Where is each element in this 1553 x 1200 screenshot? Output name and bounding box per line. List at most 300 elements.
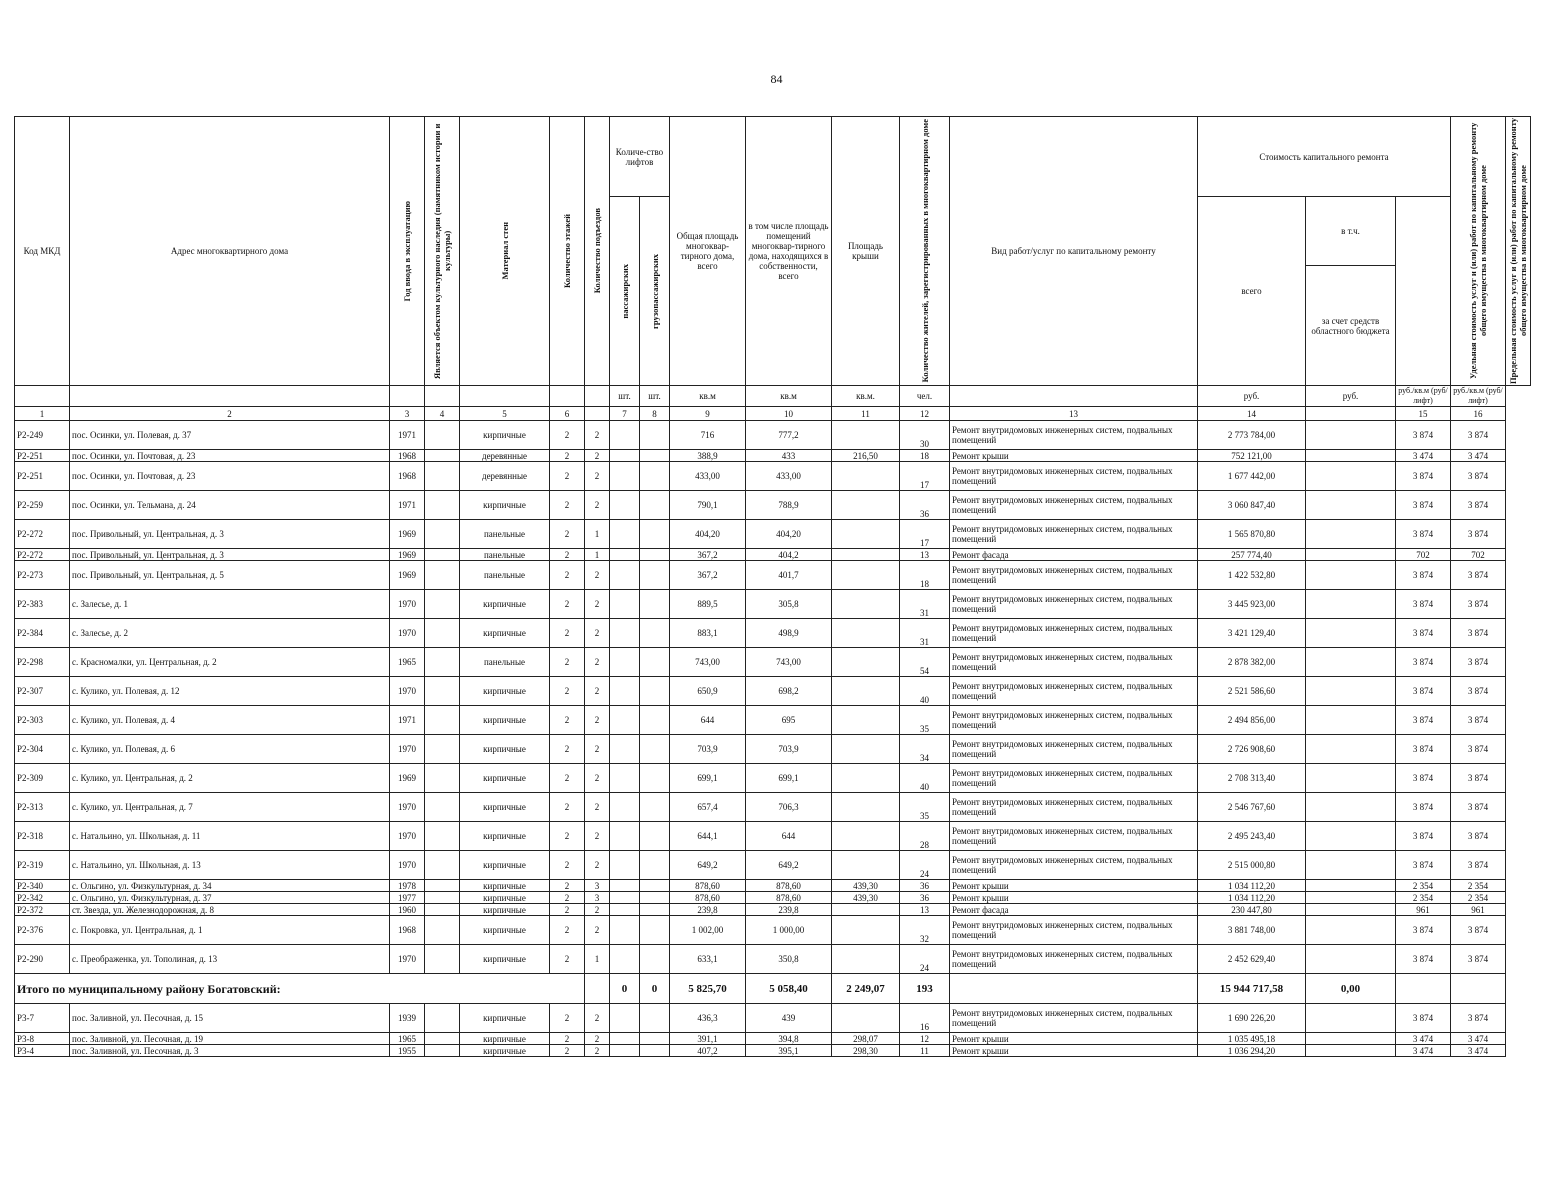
cost-total-cell: 2 878 382,00 [1198, 648, 1306, 677]
lifts-passenger-cell [610, 491, 640, 520]
heritage-cell [425, 648, 460, 677]
area-total-cell: 239,8 [670, 904, 746, 916]
cost-regional-cell [1306, 520, 1396, 549]
col-walls: Материал стен [460, 117, 550, 386]
lifts-passenger-cell [610, 945, 640, 974]
column-number: 15 [1396, 407, 1451, 421]
unit-cell: руб. [1198, 386, 1306, 407]
residents-cell: 31 [900, 590, 950, 619]
unit-cost-cell: 3 874 [1396, 648, 1451, 677]
unit-cost-cell: 3 474 [1396, 1033, 1451, 1045]
table-row [15, 793, 1531, 822]
cost-regional-cell [1306, 904, 1396, 916]
year-cell: 1960 [390, 904, 425, 916]
column-number: 11 [832, 407, 900, 421]
wall-material-cell: панельные [460, 549, 550, 561]
lifts-cargo-cell [640, 462, 670, 491]
area-total-cell: 657,4 [670, 793, 746, 822]
cost-regional-cell [1306, 945, 1396, 974]
unit-cost-cell: 3 874 [1396, 421, 1451, 450]
work-type-cell: Ремонт внутридомовых инженерных систем, подвальных помещений [950, 916, 1198, 945]
area-premises-cell: 305,8 [746, 590, 832, 619]
max-cost-cell: 3 874 [1451, 851, 1506, 880]
address-cell: пос. Привольный, ул. Центральная, д. 3 [70, 520, 390, 549]
max-cost-cell: 3 874 [1451, 590, 1506, 619]
area-total-cell: 703,9 [670, 735, 746, 764]
lifts-passenger-cell [610, 1033, 640, 1045]
address-cell: с. Красномалки, ул. Центральная, д. 2 [70, 648, 390, 677]
table-row [15, 904, 1531, 916]
entrances-cell: 2 [585, 648, 610, 677]
work-type-cell: Ремонт внутридомовых инженерных систем, подвальных помещений [950, 648, 1198, 677]
area-total-cell: 433,00 [670, 462, 746, 491]
roof-area-cell [832, 822, 900, 851]
residents-cell: 17 [900, 462, 950, 491]
work-type-cell: Ремонт внутридомовых инженерных систем, подвальных помещений [950, 561, 1198, 590]
residents-cell: 35 [900, 793, 950, 822]
table-row [15, 590, 1531, 619]
lifts-passenger-cell [610, 793, 640, 822]
address-cell: с. Ольгино, ул. Физкультурная, д. 34 [70, 880, 390, 892]
total-lifts-passenger: 0 [610, 974, 640, 1004]
lifts-cargo-cell [640, 945, 670, 974]
work-type-cell: Ремонт фасада [950, 549, 1198, 561]
max-cost-cell: 3 874 [1451, 822, 1506, 851]
col-heritage: Является объектом культурного наследия (памятником истории и культуры) [425, 117, 460, 386]
mkd-code-cell: Р2-290 [15, 945, 70, 974]
lifts-cargo-cell [640, 561, 670, 590]
lifts-cargo-cell [640, 706, 670, 735]
cost-total-cell: 2 708 313,40 [1198, 764, 1306, 793]
residents-cell: 13 [900, 904, 950, 916]
year-cell: 1969 [390, 549, 425, 561]
roof-area-cell [832, 793, 900, 822]
col-area-total: Общая площадь многоквар-тирного дома, всего [670, 117, 746, 386]
lifts-passenger-cell [610, 549, 640, 561]
floors-cell: 2 [550, 421, 585, 450]
area-premises-cell: 649,2 [746, 851, 832, 880]
year-cell: 1977 [390, 892, 425, 904]
col-unit-cost: Удельная стоимость услуг и (или) работ по капитальному ремонту общего имущества в многоквартирном доме [1451, 117, 1506, 386]
mkd-code-cell: Р2-384 [15, 619, 70, 648]
col-cost-regional: за счет средств областного бюджета [1306, 266, 1396, 386]
col-area-premises: в том числе площадь помещений многоквар-тирного дома, находящихся в собственности, всего [746, 117, 832, 386]
mkd-code-cell: Р2-298 [15, 648, 70, 677]
column-number: 12 [900, 407, 950, 421]
mkd-code-cell: Р2-340 [15, 880, 70, 892]
area-total-cell: 878,60 [670, 880, 746, 892]
residents-cell: 30 [900, 421, 950, 450]
cost-regional-cell [1306, 1045, 1396, 1057]
unit-cell: чел. [900, 386, 950, 407]
units-row [15, 386, 1531, 407]
unit-cost-cell: 3 874 [1396, 520, 1451, 549]
unit-cell: руб. [1306, 386, 1396, 407]
table-row [15, 880, 1531, 892]
roof-area-cell [832, 619, 900, 648]
column-number: 3 [390, 407, 425, 421]
area-premises-cell: 1 000,00 [746, 916, 832, 945]
address-cell: пос. Осинки, ул. Полевая, д. 37 [70, 421, 390, 450]
unit-cost-cell: 3 874 [1396, 793, 1451, 822]
max-cost-cell: 3 874 [1451, 916, 1506, 945]
table-row [15, 491, 1531, 520]
wall-material-cell: кирпичные [460, 491, 550, 520]
entrances-cell: 2 [585, 822, 610, 851]
area-premises-cell: 706,3 [746, 793, 832, 822]
year-cell: 1970 [390, 677, 425, 706]
heritage-cell [425, 450, 460, 462]
roof-area-cell [832, 590, 900, 619]
area-total-cell: 633,1 [670, 945, 746, 974]
wall-material-cell: панельные [460, 648, 550, 677]
cost-total-cell: 2 773 784,00 [1198, 421, 1306, 450]
year-cell: 1969 [390, 520, 425, 549]
lifts-cargo-cell [640, 851, 670, 880]
heritage-cell [425, 764, 460, 793]
area-premises-cell: 404,20 [746, 520, 832, 549]
lifts-cargo-cell [640, 1045, 670, 1057]
work-type-cell: Ремонт внутридомовых инженерных систем, подвальных помещений [950, 764, 1198, 793]
lifts-cargo-cell [640, 880, 670, 892]
heritage-cell [425, 880, 460, 892]
wall-material-cell: кирпичные [460, 822, 550, 851]
unit-cost-cell: 2 354 [1396, 892, 1451, 904]
col-year: Год ввода в эксплуатацию [390, 117, 425, 386]
unit-cost-cell: 3 474 [1396, 1045, 1451, 1057]
cost-total-cell: 1 035 495,18 [1198, 1033, 1306, 1045]
area-premises-cell: 404,2 [746, 549, 832, 561]
col-max-cost: Предельная стоимость услуг и (или) работ по капитальному ремонту общего имущества в многоквартирном доме [1506, 117, 1531, 386]
wall-material-cell: кирпичные [460, 916, 550, 945]
residents-cell: 18 [900, 561, 950, 590]
heritage-cell [425, 561, 460, 590]
heritage-cell [425, 1045, 460, 1057]
cost-regional-cell [1306, 590, 1396, 619]
heritage-cell [425, 590, 460, 619]
mkd-code-cell: Р3-4 [15, 1045, 70, 1057]
residents-cell: 13 [900, 549, 950, 561]
roof-area-cell [832, 520, 900, 549]
lifts-passenger-cell [610, 735, 640, 764]
year-cell: 1971 [390, 421, 425, 450]
cost-total-cell: 257 774,40 [1198, 549, 1306, 561]
entrances-cell: 2 [585, 793, 610, 822]
heritage-cell [425, 851, 460, 880]
area-premises-cell: 395,1 [746, 1045, 832, 1057]
heritage-cell [425, 677, 460, 706]
area-premises-cell: 433 [746, 450, 832, 462]
residents-cell: 17 [900, 520, 950, 549]
table-header [15, 117, 1531, 421]
cost-regional-cell [1306, 822, 1396, 851]
floors-cell: 2 [550, 462, 585, 491]
year-cell: 1970 [390, 851, 425, 880]
residents-cell: 36 [900, 491, 950, 520]
cost-total-cell: 1 677 442,00 [1198, 462, 1306, 491]
col-cost-total: всего [1198, 197, 1306, 386]
max-cost-cell: 3 874 [1451, 1004, 1506, 1033]
roof-area-cell [832, 648, 900, 677]
entrances-cell: 2 [585, 677, 610, 706]
work-type-cell: Ремонт внутридомовых инженерных систем, подвальных помещений [950, 851, 1198, 880]
unit-cost-cell: 3 874 [1396, 1004, 1451, 1033]
wall-material-cell: кирпичные [460, 1033, 550, 1045]
wall-material-cell: кирпичные [460, 619, 550, 648]
max-cost-cell: 3 874 [1451, 462, 1506, 491]
heritage-cell [425, 793, 460, 822]
cost-regional-cell [1306, 706, 1396, 735]
work-type-cell: Ремонт внутридомовых инженерных систем, подвальных помещений [950, 619, 1198, 648]
column-number: 10 [746, 407, 832, 421]
cost-total-cell: 752 121,00 [1198, 450, 1306, 462]
max-cost-cell: 3 874 [1451, 619, 1506, 648]
cost-total-cell: 2 515 000,80 [1198, 851, 1306, 880]
area-premises-cell: 239,8 [746, 904, 832, 916]
lifts-cargo-cell [640, 520, 670, 549]
heritage-cell [425, 1004, 460, 1033]
lifts-cargo-cell [640, 1004, 670, 1033]
cost-total-cell: 1 422 532,80 [1198, 561, 1306, 590]
table-row [15, 892, 1531, 904]
floors-cell: 2 [550, 764, 585, 793]
roof-area-cell: 439,30 [832, 892, 900, 904]
entrances-cell: 2 [585, 1033, 610, 1045]
table-row [15, 1045, 1531, 1057]
area-premises-cell: 788,9 [746, 491, 832, 520]
lifts-cargo-cell [640, 491, 670, 520]
cost-regional-cell [1306, 450, 1396, 462]
col-roof-area: Площадь крыши [832, 117, 900, 386]
work-type-cell: Ремонт внутридомовых инженерных систем, подвальных помещений [950, 945, 1198, 974]
heritage-cell [425, 916, 460, 945]
floors-cell: 2 [550, 892, 585, 904]
floors-cell: 2 [550, 1045, 585, 1057]
cost-regional-cell [1306, 677, 1396, 706]
lifts-passenger-cell [610, 851, 640, 880]
work-type-cell: Ремонт крыши [950, 880, 1198, 892]
address-cell: пос. Осинки, ул. Тельмана, д. 24 [70, 491, 390, 520]
year-cell: 1968 [390, 916, 425, 945]
cost-total-cell: 1 036 294,20 [1198, 1045, 1306, 1057]
residents-cell: 34 [900, 735, 950, 764]
lifts-passenger-cell [610, 880, 640, 892]
table-row [15, 450, 1531, 462]
lifts-passenger-cell [610, 916, 640, 945]
unit-cost-cell: 3 474 [1396, 450, 1451, 462]
cost-regional-cell [1306, 462, 1396, 491]
residents-cell: 12 [900, 1033, 950, 1045]
total-cost-regional: 0,00 [1306, 974, 1396, 1004]
floors-cell: 2 [550, 561, 585, 590]
unit-cost-cell: 2 354 [1396, 880, 1451, 892]
heritage-cell [425, 491, 460, 520]
address-cell: с. Натальино, ул. Школьная, д. 11 [70, 822, 390, 851]
area-premises-cell: 394,8 [746, 1033, 832, 1045]
lifts-passenger-cell [610, 764, 640, 793]
col-lifts-passenger: пассажирских [610, 197, 640, 386]
work-type-cell: Ремонт внутридомовых инженерных систем, подвальных помещений [950, 822, 1198, 851]
total-row [15, 974, 1531, 1004]
max-cost-cell: 3 874 [1451, 520, 1506, 549]
max-cost-cell: 3 874 [1451, 945, 1506, 974]
roof-area-cell [832, 549, 900, 561]
year-cell: 1965 [390, 648, 425, 677]
page-number: 84 [770, 72, 783, 86]
total-lifts-cargo: 0 [640, 974, 670, 1004]
floors-cell: 2 [550, 916, 585, 945]
lifts-passenger-cell [610, 706, 640, 735]
roof-area-cell [832, 851, 900, 880]
table-row [15, 549, 1531, 561]
year-cell: 1971 [390, 491, 425, 520]
table-row [15, 851, 1531, 880]
floors-cell: 2 [550, 619, 585, 648]
cost-total-cell: 2 452 629,40 [1198, 945, 1306, 974]
floors-cell: 2 [550, 450, 585, 462]
area-total-cell: 1 002,00 [670, 916, 746, 945]
table-row [15, 822, 1531, 851]
heritage-cell [425, 549, 460, 561]
work-type-cell: Ремонт внутридомовых инженерных систем, подвальных помещений [950, 421, 1198, 450]
table-row [15, 520, 1531, 549]
col-work-type: Вид работ/услуг по капитальному ремонту [950, 117, 1198, 386]
floors-cell: 2 [550, 851, 585, 880]
year-cell: 1968 [390, 462, 425, 491]
mkd-code-cell: Р2-342 [15, 892, 70, 904]
heritage-cell [425, 462, 460, 491]
address-cell: пос. Привольный, ул. Центральная, д. 3 [70, 549, 390, 561]
wall-material-cell: кирпичные [460, 945, 550, 974]
area-total-cell: 649,2 [670, 851, 746, 880]
residents-cell: 35 [900, 706, 950, 735]
entrances-cell: 2 [585, 421, 610, 450]
table-row [15, 648, 1531, 677]
unit-cell: шт. [610, 386, 640, 407]
cost-regional-cell [1306, 880, 1396, 892]
lifts-cargo-cell [640, 1033, 670, 1045]
year-cell: 1968 [390, 450, 425, 462]
year-cell: 1970 [390, 619, 425, 648]
work-type-cell: Ремонт внутридомовых инженерных систем, подвальных помещений [950, 462, 1198, 491]
cost-regional-cell [1306, 892, 1396, 904]
heritage-cell [425, 904, 460, 916]
floors-cell: 2 [550, 491, 585, 520]
capital-repair-table [14, 116, 1531, 1057]
column-number: 16 [1451, 407, 1506, 421]
floors-cell: 2 [550, 822, 585, 851]
unit-cost-cell: 3 874 [1396, 735, 1451, 764]
table-row [15, 677, 1531, 706]
max-cost-cell: 2 354 [1451, 892, 1506, 904]
table-row [15, 764, 1531, 793]
mkd-code-cell: Р2-259 [15, 491, 70, 520]
lifts-passenger-cell [610, 904, 640, 916]
heritage-cell [425, 619, 460, 648]
cost-total-cell: 230 447,80 [1198, 904, 1306, 916]
cost-regional-cell [1306, 793, 1396, 822]
col-residents: Количество жителей, зарегистрированных в многоквартирном доме [900, 117, 950, 386]
total-area-own: 5 058,40 [746, 974, 832, 1004]
entrances-cell: 2 [585, 916, 610, 945]
unit-cell: кв.м [746, 386, 832, 407]
entrances-cell: 2 [585, 491, 610, 520]
cost-total-cell: 3 060 847,40 [1198, 491, 1306, 520]
year-cell: 1970 [390, 590, 425, 619]
address-cell: с. Залесье, д. 1 [70, 590, 390, 619]
floors-cell: 2 [550, 549, 585, 561]
area-total-cell: 367,2 [670, 549, 746, 561]
table-body-bogatovsky [15, 421, 1531, 974]
address-cell: с. Преображенка, ул. Тополиная, д. 13 [70, 945, 390, 974]
address-cell: с. Натальино, ул. Школьная, д. 13 [70, 851, 390, 880]
cost-total-cell: 2 495 243,40 [1198, 822, 1306, 851]
area-premises-cell: 743,00 [746, 648, 832, 677]
cost-total-cell: 2 726 908,60 [1198, 735, 1306, 764]
wall-material-cell: кирпичные [460, 1045, 550, 1057]
cost-regional-cell [1306, 735, 1396, 764]
residents-cell: 28 [900, 822, 950, 851]
work-type-cell: Ремонт крыши [950, 450, 1198, 462]
mkd-code-cell: Р2-318 [15, 822, 70, 851]
max-cost-cell: 3 474 [1451, 1045, 1506, 1057]
lifts-passenger-cell [610, 520, 640, 549]
mkd-code-cell: Р2-272 [15, 520, 70, 549]
mkd-code-cell: Р2-383 [15, 590, 70, 619]
unit-cost-cell: 3 874 [1396, 677, 1451, 706]
cost-regional-cell [1306, 549, 1396, 561]
lifts-passenger-cell [610, 450, 640, 462]
area-total-cell: 790,1 [670, 491, 746, 520]
cost-regional-cell [1306, 1033, 1396, 1045]
area-total-cell: 388,9 [670, 450, 746, 462]
floors-cell: 2 [550, 1004, 585, 1033]
unit-cost-cell: 3 874 [1396, 462, 1451, 491]
cost-regional-cell [1306, 648, 1396, 677]
unit-cost-cell: 3 874 [1396, 916, 1451, 945]
floors-cell: 2 [550, 793, 585, 822]
residents-cell: 24 [900, 945, 950, 974]
column-number: 14 [1198, 407, 1306, 421]
roof-area-cell [832, 916, 900, 945]
work-type-cell: Ремонт внутридомовых инженерных систем, подвальных помещений [950, 735, 1198, 764]
lifts-passenger-cell [610, 892, 640, 904]
residents-cell: 36 [900, 880, 950, 892]
work-type-cell: Ремонт крыши [950, 1045, 1198, 1057]
heritage-cell [425, 520, 460, 549]
residents-cell: 18 [900, 450, 950, 462]
area-total-cell: 883,1 [670, 619, 746, 648]
lifts-passenger-cell [610, 677, 640, 706]
work-type-cell: Ремонт внутридомовых инженерных систем, подвальных помещений [950, 793, 1198, 822]
wall-material-cell: кирпичные [460, 590, 550, 619]
lifts-cargo-cell [640, 549, 670, 561]
area-premises-cell: 695 [746, 706, 832, 735]
lifts-cargo-cell [640, 916, 670, 945]
entrances-cell: 2 [585, 851, 610, 880]
wall-material-cell: кирпичные [460, 793, 550, 822]
table-row [15, 945, 1531, 974]
area-total-cell: 650,9 [670, 677, 746, 706]
lifts-passenger-cell [610, 1045, 640, 1057]
floors-cell: 2 [550, 648, 585, 677]
work-type-cell: Ремонт внутридомовых инженерных систем, подвальных помещений [950, 520, 1198, 549]
wall-material-cell: кирпичные [460, 892, 550, 904]
residents-cell: 40 [900, 677, 950, 706]
lifts-passenger-cell [610, 1004, 640, 1033]
work-type-cell: Ремонт крыши [950, 892, 1198, 904]
area-total-cell: 436,3 [670, 1004, 746, 1033]
